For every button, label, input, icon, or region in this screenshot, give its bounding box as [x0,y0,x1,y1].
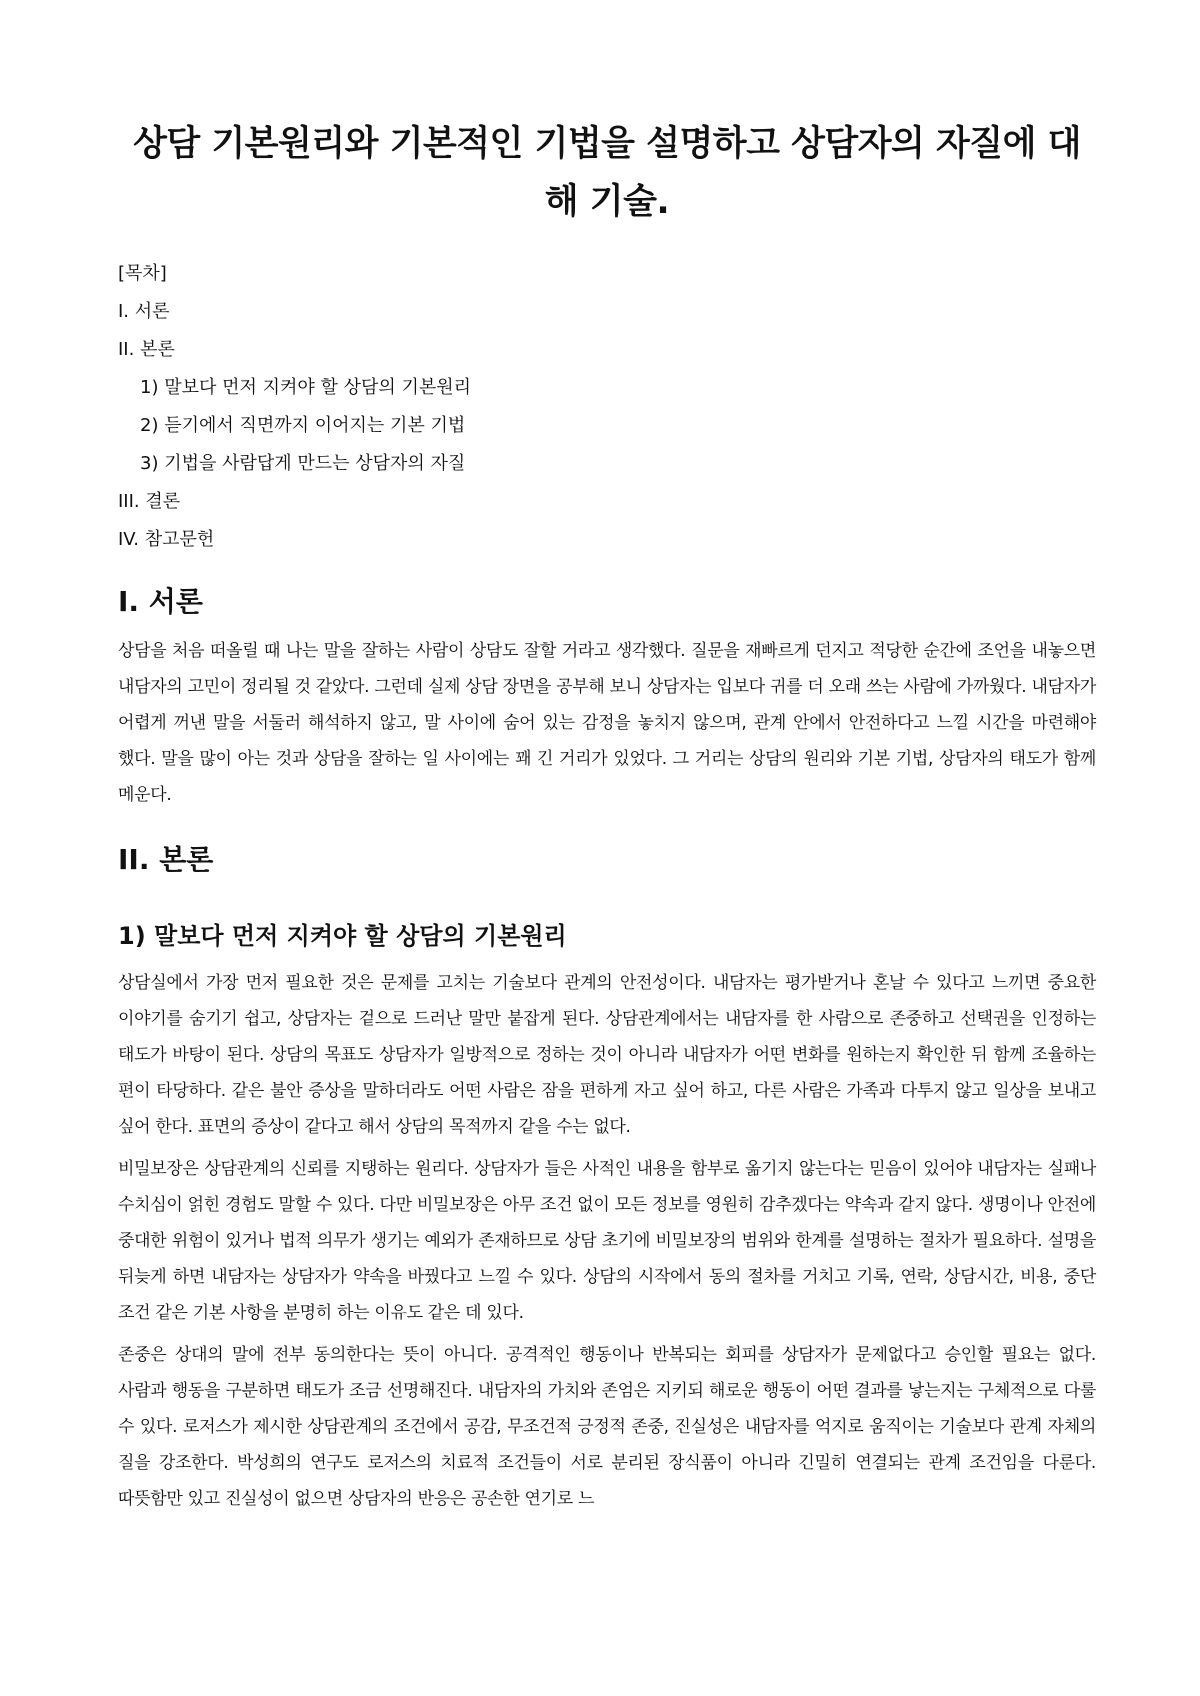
body-paragraph: 존중은 상대의 말에 전부 동의한다는 뜻이 아니다. 공격적인 행동이나 반복되는 회피를 상담자가 문제없다고 승인할 필요는 없다. 사람과 행동을 구분하면 태도가 조금 선명해진다. 내담자의 가치와 존엄은 지키되 해로운 행동이 어떤 결과를 낳는지는 구체적으로 다룰 수 있다. 로저스가 제시한 상담관계의 조건에서 공감, 무조건적 긍정적 존중, 진실성은 내담자를 억지로 움직이는 기술보다 관계 자체의 질을 강조한다. 박성희의 연구도 로저스의 치료적 조건들이 서로 분리된 장식품이 아니라 긴밀히 연결되는 관계 조건임을 다룬다. 따뜻함만 있고 진실성이 없으면 상담자의 반응은 공손한 연기로 느 [118,1345,1096,1509]
toc-item-body-3: 3) 기법을 사람답게 만드는 상담자의 자질 [140,453,466,474]
toc-item-body: II. 본론 [118,339,175,360]
subsection-heading-principles: 1) 말보다 먼저 지켜야 할 상담의 기본원리 [118,922,567,950]
body-paragraph: 상담실에서 가장 먼저 필요한 것은 문제를 고치는 기술보다 관계의 안전성이다. 내담자는 평가받거나 혼날 수 있다고 느끼면 중요한 이야기를 숨기기 쉽고, 상담자는 겉으로 드러난 말만 붙잡게 된다. 상담관계에서는 내담자를 한 사람으로 존중하고 선택권을 인정하는 태도가 바탕이 된다. 상담의 목표도 상담자가 일방적으로 정하는 것이 아니라 내담자가 어떤 변화를 원하는지 확인한 뒤 함께 조율하는 편이 타당하다. 같은 불안 증상을 말하더라도 어떤 사람은 잠을 편하게 자고 싶어 하고, 다른 사람은 가족과 다투지 않고 일상을 보내고 싶어 한다. 표면의 증상이 같다고 해서 상담의 목적까지 같을 수는 없다. [118,973,1096,1137]
toc-item-references: IV. 참고문헌 [118,529,215,550]
table-of-contents [118,255,1096,559]
toc-heading: [목차] [118,263,167,284]
body-paragraph: 비밀보장은 상담관계의 신뢰를 지탱하는 원리다. 상담자가 들은 사적인 내용을 함부로 옮기지 않는다는 믿음이 있어야 내담자는 실패나 수치심이 얽힌 경험도 말할 수 있다. 다만 비밀보장은 아무 조건 없이 모든 정보를 영원히 감추겠다는 약속과 같지 않다. 생명이나 안전에 중대한 위험이 있거나 법적 의무가 생기는 예외가 존재하므로 상담 초기에 비밀보장의 범위와 한계를 설명하는 절차가 필요하다. 설명을 뒤늦게 하면 내담자는 상담자가 약속을 바꿨다고 느낄 수 있다. 상담의 시작에서 동의 절차를 거치고 기록, 연락, 상담시간, 비용, 중단 조건 같은 기본 사항을 분명히 하는 이유도 같은 데 있다. [118,1159,1096,1323]
section-heading-body: II. 본론 [118,843,214,876]
document-title: 상담 기본원리와 기본적인 기법을 설명하고 상담자의 자질에 대해 기술. [133,124,1081,222]
toc-item-conclusion: III. 결론 [118,491,181,512]
toc-item-body-2: 2) 듣기에서 직면까지 이어지는 기본 기법 [140,415,466,436]
toc-item-body-1: 1) 말보다 먼저 지켜야 할 상담의 기본원리 [140,377,472,398]
intro-paragraph: 상담을 처음 떠올릴 때 나는 말을 잘하는 사람이 상담도 잘할 거라고 생각했다. 질문을 재빠르게 던지고 적당한 순간에 조언을 내놓으면 내담자의 고민이 정리될 것 같았다. 그런데 실제 상담 장면을 공부해 보니 상담자는 입보다 귀를 더 오래 쓰는 사람에 가까웠다. 내담자가 어렵게 꺼낸 말을 서둘러 해석하지 않고, 말 사이에 숨어 있는 감정을 놓치지 않으며, 관계 안에서 안전하다고 느낄 시간을 마련해야 했다. 말을 많이 아는 것과 상담을 잘하는 일 사이에는 꽤 긴 거리가 있었다. 그 거리는 상담의 원리와 기본 기법, 상담자의 태도가 함께 메운다. [118,641,1096,805]
section-heading-intro: I. 서론 [118,585,203,618]
toc-item-intro: I. 서론 [118,301,170,322]
